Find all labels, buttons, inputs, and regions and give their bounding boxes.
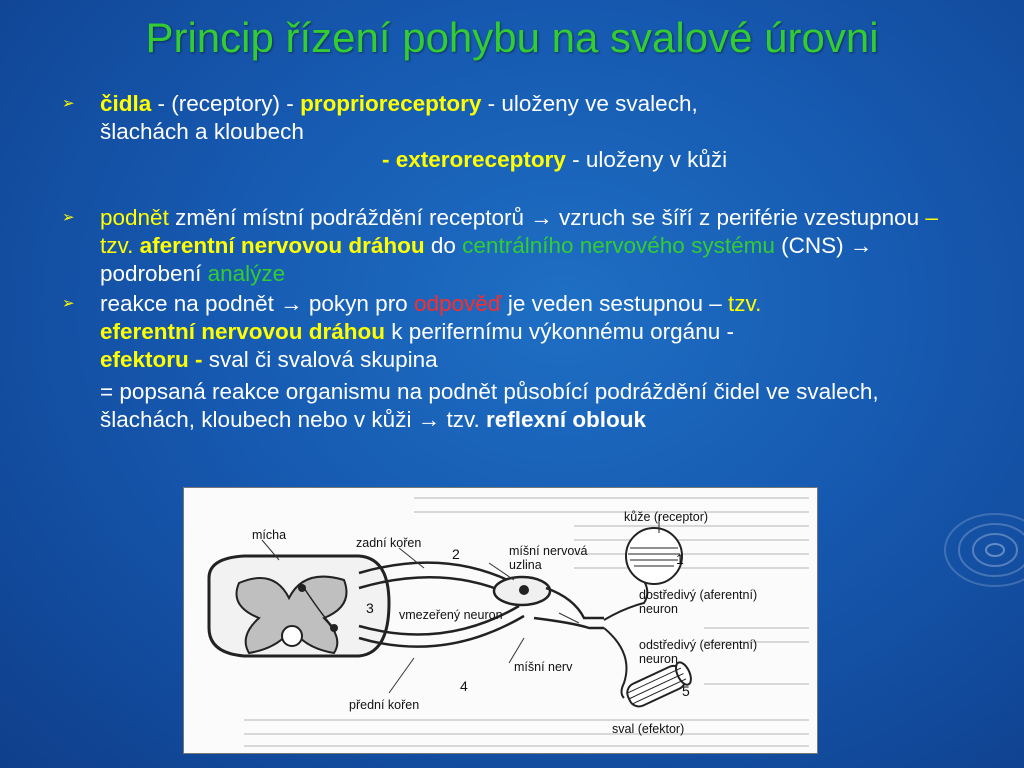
- figure-number-5: 5: [682, 683, 690, 699]
- text-fragment: – tzv.: [100, 205, 938, 258]
- text-fragment: = popsaná reakce organismu na podnět působící podráždění čidel ve svalech, šlachách, kloubech nebo v kůži → tzv.: [100, 379, 879, 432]
- text-fragment: k perifernímu výkonnému orgánu -: [385, 319, 734, 344]
- bullet-arrow-icon: ➢: [62, 95, 75, 112]
- text-fragment: (CNS) → podrobení: [100, 233, 873, 286]
- label-kuze: kůže (receptor): [624, 510, 709, 524]
- figure-number-1: 1: [676, 551, 684, 567]
- term-analyza: analýze: [207, 261, 286, 286]
- text-fragment: je veden sestupnou –: [501, 291, 729, 316]
- label-odstredivy: odstředivý (eferentní) neuron: [639, 638, 758, 666]
- text-fragment: do: [424, 233, 463, 258]
- text-fragment: - uloženy v kůži: [565, 147, 728, 172]
- label-micha: mícha: [252, 528, 287, 542]
- figure-number-2: 2: [452, 546, 460, 562]
- text-fragment: sval či svalová skupina: [202, 347, 438, 372]
- reflex-arc-figure: [183, 487, 818, 754]
- label-predni-koren: přední kořen: [349, 698, 420, 712]
- term-eferentni: eferentní nervovou dráhou: [100, 319, 386, 344]
- term-efektor: efektoru -: [100, 347, 203, 372]
- label-vmezereny: vmezeřený neuron: [399, 608, 503, 622]
- text-fragment: tzv.: [728, 291, 762, 316]
- term-exteroreceptory: exteroreceptory: [395, 147, 566, 172]
- reflex-arc-paragraph: [62, 378, 962, 434]
- term-cns: centrálního nervového systému: [462, 233, 775, 258]
- term-proprioreceptory: proprioreceptory: [300, 91, 482, 116]
- label-dostredivy: dostředivý (aferentní) neuron: [639, 588, 758, 616]
- bullet-arrow-icon: ➢: [62, 209, 75, 226]
- text-fragment: šlachách a kloubech: [100, 119, 304, 144]
- text-fragment: - uloženy ve svalech,: [481, 91, 698, 116]
- spacer: [62, 174, 962, 204]
- bullet-stimulus: [62, 204, 962, 288]
- slide-content: [62, 90, 962, 434]
- term-reflexni-oblouk: reflexní oblouk: [486, 407, 647, 432]
- slide-title: Princip řízení pohybu na svalové úrovni: [145, 14, 879, 61]
- bullet-arrow-icon: ➢: [62, 295, 75, 312]
- text-fragment: změní místní podráždění receptorů → vzruch se šíří z periférie vzestupnou: [168, 205, 926, 230]
- water-ripple-icon: [940, 505, 1024, 595]
- label-misni-nerv: míšní nerv: [514, 660, 573, 674]
- term-podnet: podnět: [100, 205, 169, 230]
- text-fragment: - (receptory) -: [151, 91, 301, 116]
- label-misni-uzlina: míšní nervová uzlina: [509, 544, 588, 572]
- bullet-receptors: [62, 90, 962, 174]
- figure-number-4: 4: [460, 678, 468, 694]
- term-cidla: čidla: [100, 91, 152, 116]
- exteroreceptory-line: [100, 146, 962, 174]
- figure-number-3: 3: [366, 600, 374, 616]
- text-fragment: reakce na podnět → pokyn pro: [100, 291, 414, 316]
- label-zadni-koren: zadní kořen: [356, 536, 422, 550]
- bullet-response: [62, 290, 962, 374]
- term-odpoved: odpověď: [413, 291, 502, 316]
- term-aferentni: aferentní nervovou dráhou: [133, 233, 425, 258]
- text-fragment: -: [382, 147, 396, 172]
- label-sval: sval (efektor): [612, 722, 685, 736]
